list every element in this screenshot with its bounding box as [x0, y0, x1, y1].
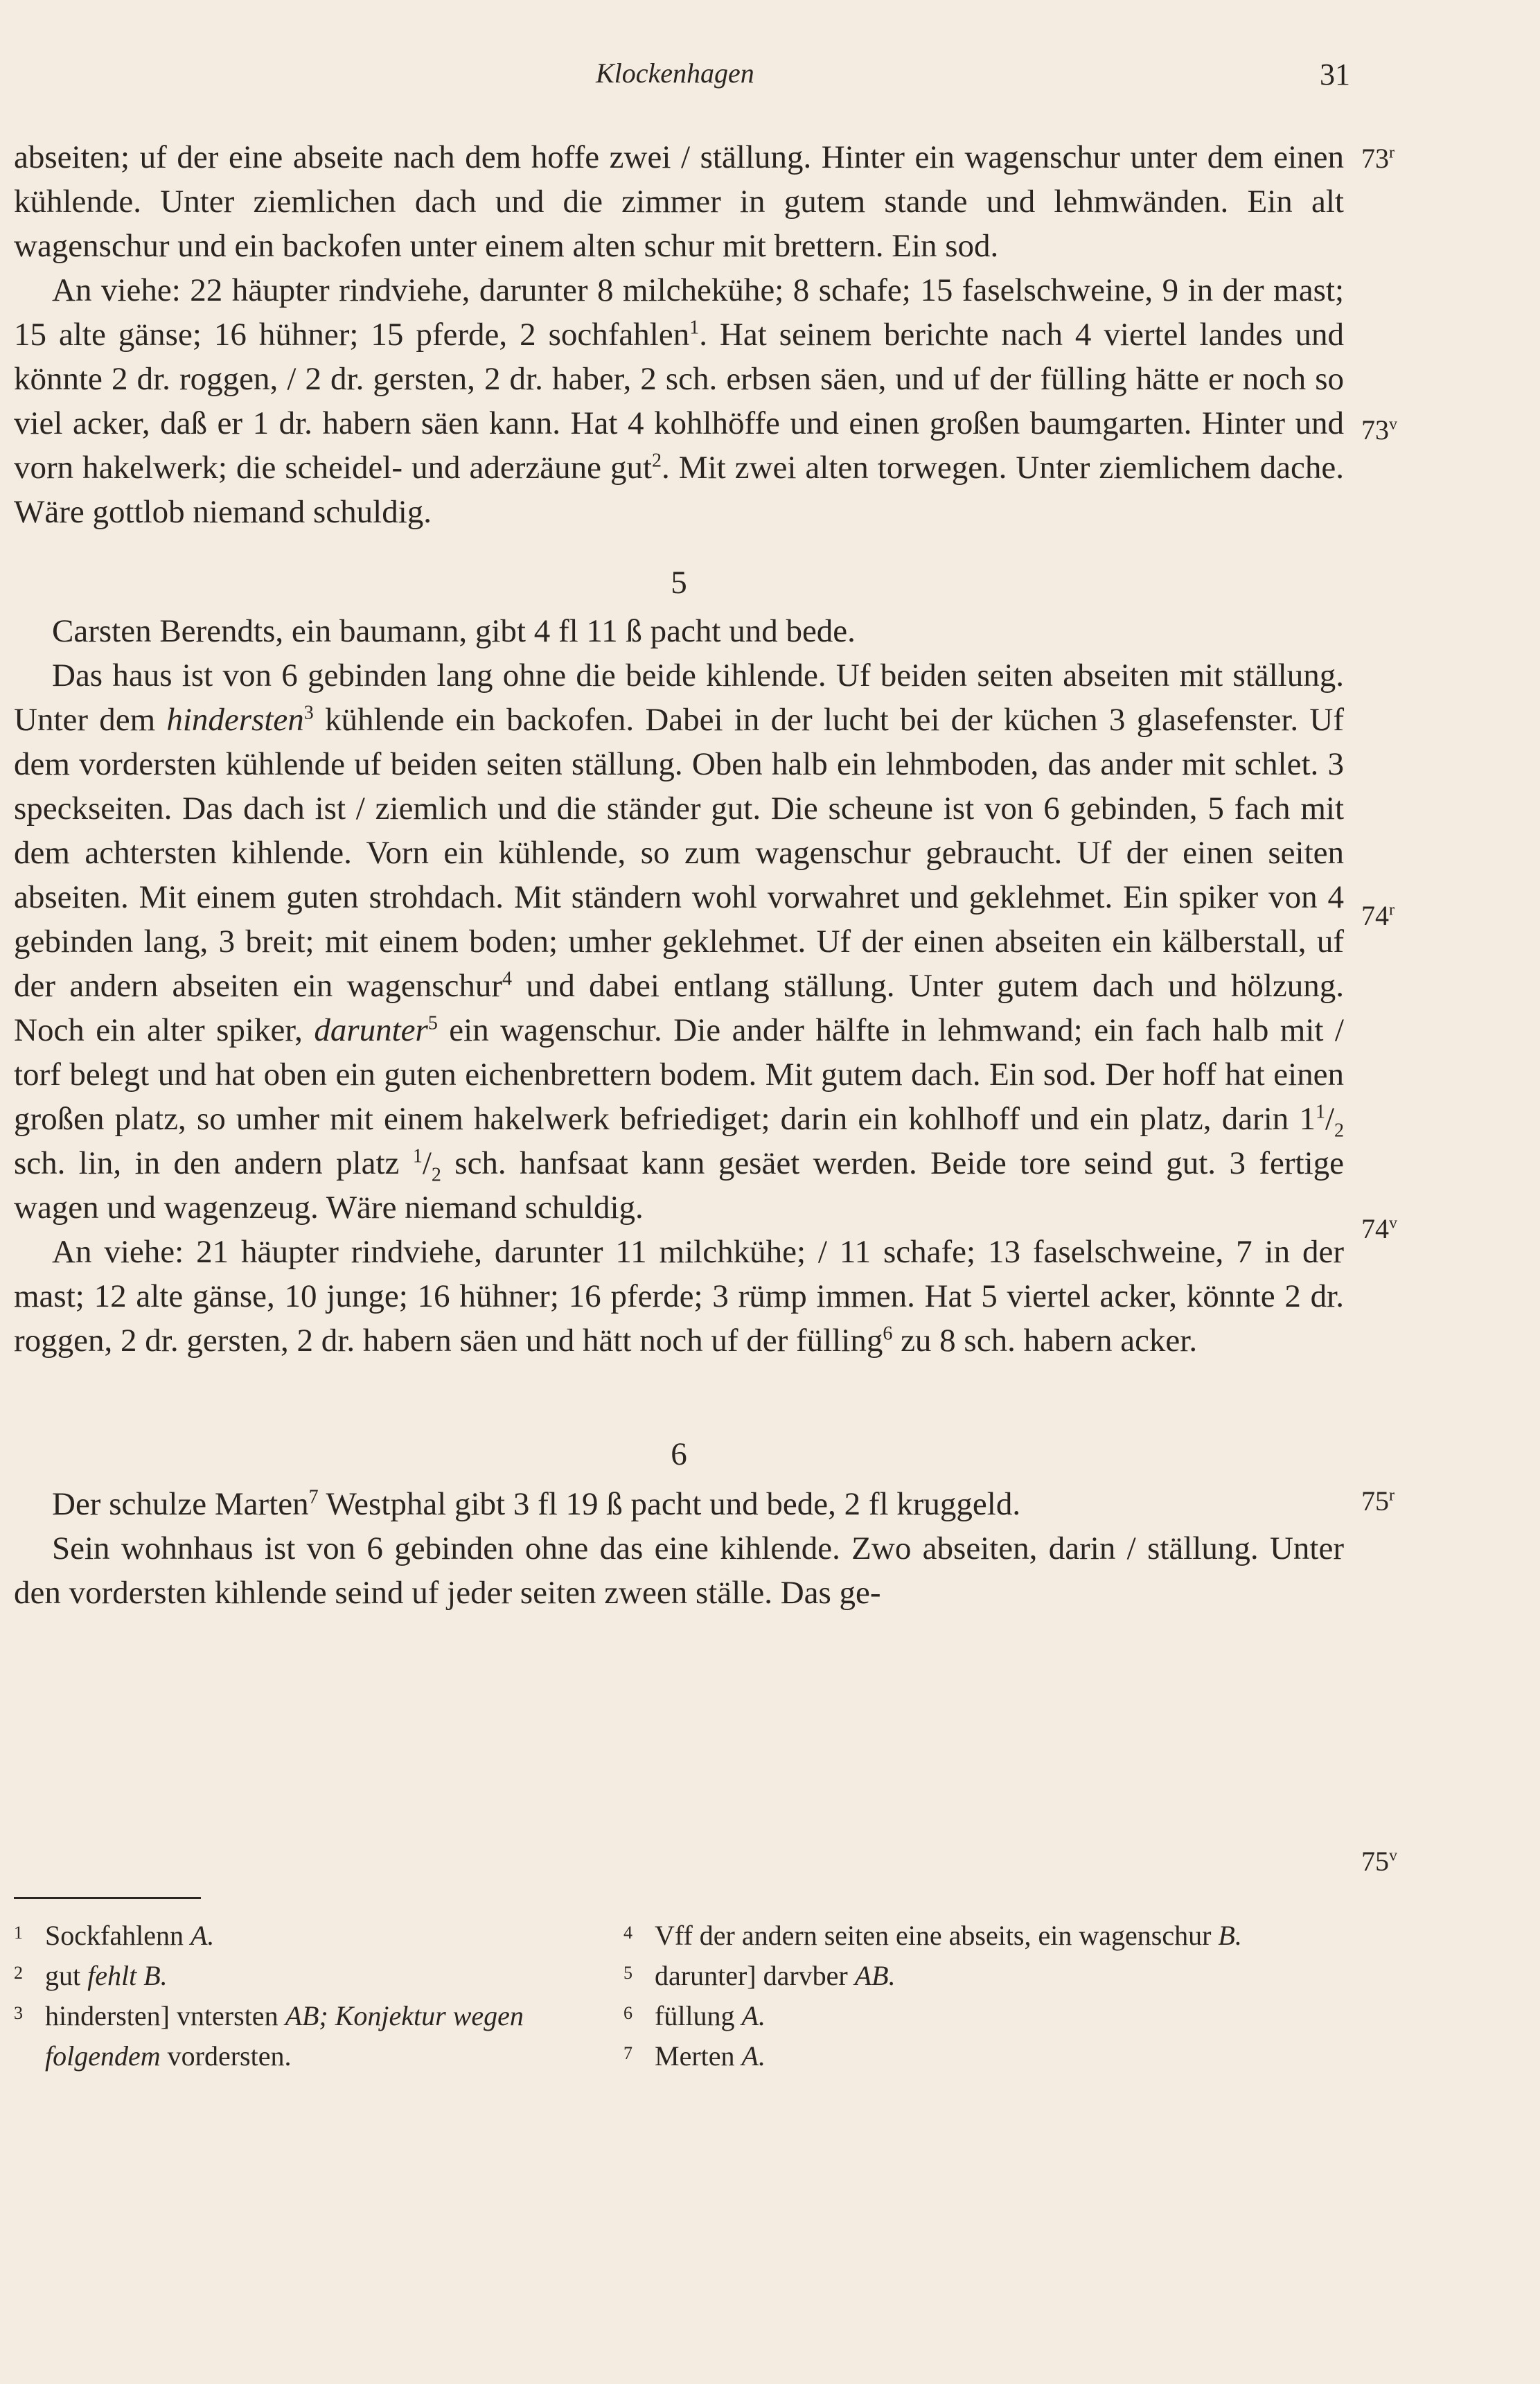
footnote-divider: [14, 1897, 201, 1899]
folio-ref: 75$^r$: [1361, 1485, 1395, 1517]
paragraph: Sein wohnhaus ist von 6 gebinden ohne das eine kihlende. Zwo abseiten, darin / ställung. Unter den vordersten kihlende seind uf jeder seiten zween ställe. Das ge-: [14, 1530, 1344, 1611]
footnote-marker: 1: [689, 317, 700, 339]
footnote: 4 Vff der andern seiten eine abseits, ein wagenschur B.: [623, 1920, 1242, 1951]
footnote: 6 füllung A.: [623, 2000, 765, 2031]
footnote: 3 hindersten] vntersten AB; Konjektur wegen folgendem vordersten.: [14, 2000, 524, 2072]
main-text: [14, 135, 1344, 1615]
page-number: 31: [1320, 58, 1350, 91]
footnote-marker: 5: [427, 1012, 438, 1034]
footnote-marker: 6: [883, 1323, 893, 1345]
folio-ref: 73$^v$: [1361, 414, 1397, 445]
paragraph: An viehe: 21 häupter rindviehe, darunter 11 milchkühe; / 11 schafe; 13 faselschweine, 7 in der mast; 12 alte gänse, 10 junge; 16 hühner; 16 pferde; 3 rümp immen. Hat 5 viertel acker, könnte 2 dr. roggen, 2 dr. gersten, 2 dr. habern säen und hätt noch uf der fülling$^6$ zu 8 sch. habern acker.: [14, 1234, 1344, 1359]
folio-ref: 74$^v$: [1361, 1213, 1397, 1244]
section-number: 6: [671, 1436, 687, 1472]
running-header: [0, 57, 1540, 98]
fraction: $^1/_2$: [412, 1145, 441, 1186]
footnotes-left: [14, 1916, 589, 2076]
fraction: $1^1/_2$: [1299, 1101, 1344, 1142]
footnote-marker: 4: [502, 968, 513, 990]
footnote-marker: 7: [308, 1486, 319, 1508]
folio-ref: 73$^r$: [1361, 143, 1395, 174]
folio-ref: 75$^v$: [1361, 1846, 1397, 1877]
section-number: 5: [671, 565, 687, 601]
paragraph: Das haus ist von 6 gebinden lang ohne die beide kihlende. Uf beiden seiten abseiten mit ställung. Unter dem hindersten$^3$ kühlende ein backofen. Dabei in der lucht bei der küchen 3 glasefenster. Uf dem vordersten kühlende uf beiden seiten ställung. Oben halb ein lehmboden, das ander mit schlet. 3 speckseiten. Das dach ist / ziemlich und die ständer gut. Die scheune ist von 6 gebinden, 5 fach mit dem achtersten kihlende. Vorn ein kühlende, so zum wagenschur gebraucht. Uf der einen seiten abseiten. Mit einem guten strohdach. Mit ständern wohl vorwahret und geklehmet. Ein spiker von 4 gebinden lang, 3 breit; mit einem boden; umher geklehmet. Uf der einen abseiten ein kälberstall, uf der andern abseiten ein wagenschur$^4$ und dabei entlang ställung. Unter gutem dach und hölzung. Noch ein alter spiker, darunter$^5$ ein wagenschur. Die ander hälfte in lehmwand; ein fach halb mit / torf belegt und hat oben ein guten eichenbrettern bodem. Mit gutem dach. Ein sod. Der hoff hat einen großen platz, so umher mit einem hakelwerk befriediget; darin ein kohlhoff und ein platz, darin $1^1/_2$ sch. lin, in den andern platz $^1/_2$ sch. hanfsaat kann gesäet werden. Beide tore seind gut. 3 fertige wagen und wagenzeug. Wäre niemand schuldig.: [14, 657, 1344, 1226]
paragraph: Der schulze Marten$^7$ Westphal gibt 3 fl 19 ß pacht und bede, 2 fl kruggeld.: [52, 1486, 1021, 1522]
footnote: 2 gut fehlt B.: [14, 1960, 168, 1991]
footnote: 7 Merten A.: [623, 2040, 765, 2072]
footnote-marker: 3: [303, 702, 314, 724]
footnotes-right: [623, 1916, 1316, 2076]
paragraph: An viehe: 22 häupter rindviehe, darunter 8 milchekühe; 8 schafe; 15 faselschweine, 9 in der mast; 15 alte gänse; 16 hühner; 15 pferde, 2 sochfahlen$^1$. Hat seinem berichte nach 4 viertel landes und könnte 2 dr. roggen, / 2 dr. gersten, 2 dr. haber, 2 sch. erbsen säen, und uf der fülling hätte er noch so viel acker, daß er 1 dr. habern säen kann. Hat 4 kohlhöffe und einen großen baumgarten. Hinter und vorn hakelwerk; die scheidel- und aderzäune gut$^2$. Mit zwei alten torwegen. Unter ziemlichem dache. Wäre gottlob niemand schuldig.: [14, 272, 1344, 530]
paragraph: abseiten; uf der eine abseite nach dem hoffe zwei / ställung. Hinter ein wagenschur unter dem einen kühlende. Unter ziemlichen dach und die zimmer in gutem stande und lehmwänden. Ein alt wagenschur und ein backofen unter einem alten schur mit brettern. Ein sod.: [14, 139, 1344, 264]
footnote-marker: 2: [652, 450, 662, 472]
running-title: Klockenhagen: [596, 58, 754, 89]
footnote: 1 Sockfahlenn A.: [14, 1920, 215, 1951]
footnote: 5 darunter] darvber AB.: [623, 1960, 896, 1991]
paragraph: Carsten Berendts, ein baumann, gibt 4 fl 11 ß pacht und bede.: [52, 613, 856, 649]
folio-ref: 74$^r$: [1361, 900, 1395, 931]
